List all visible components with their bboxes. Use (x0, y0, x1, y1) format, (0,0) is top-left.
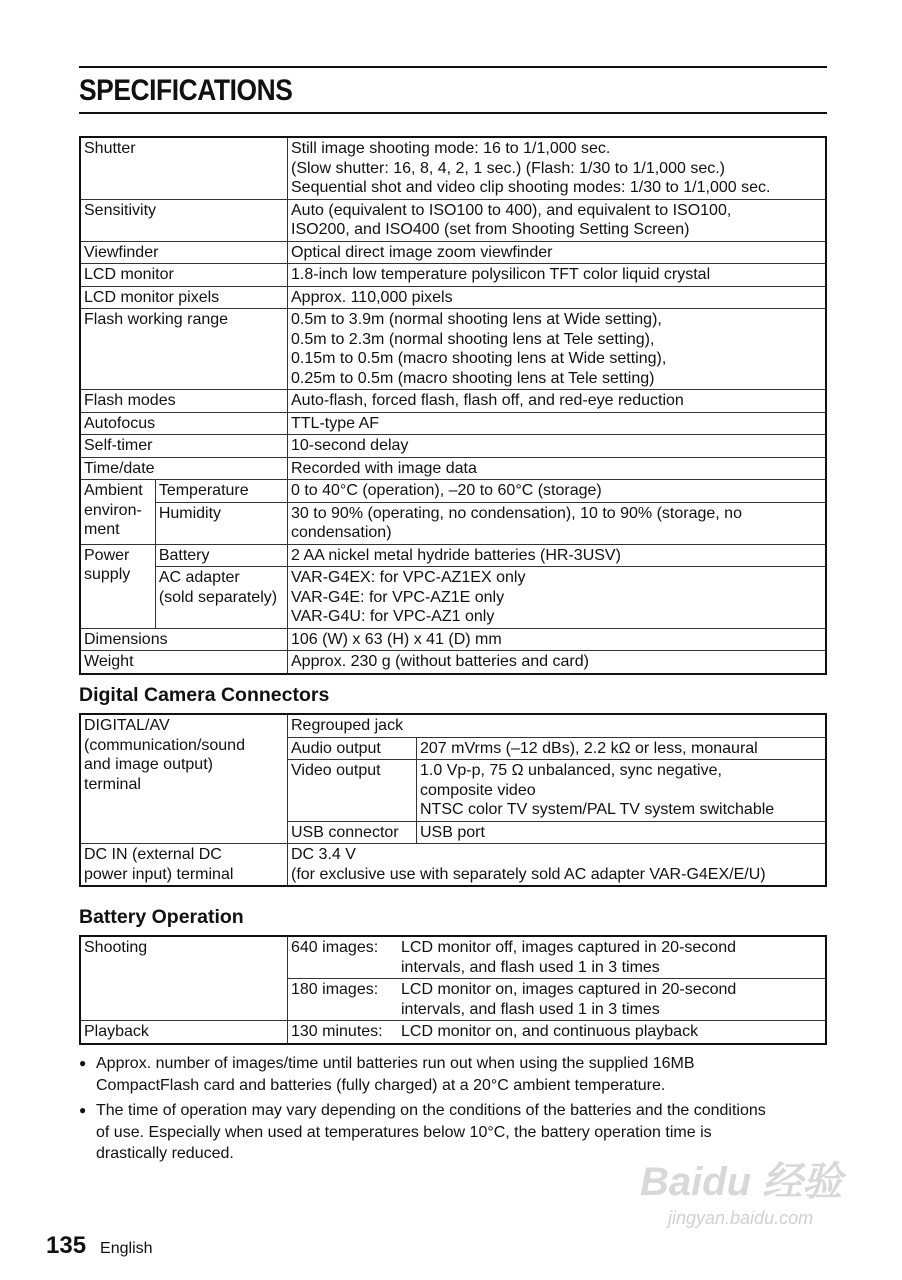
line: power input) terminal (84, 865, 234, 883)
page-title: SPECIFICATIONS (79, 74, 293, 107)
table-row (80, 435, 826, 458)
row-label: Dimensions (80, 628, 288, 651)
specifications-table (79, 136, 827, 675)
line: supply (84, 566, 131, 583)
line: Still image shooting mode: 16 to 1/1,000 sec. (291, 140, 611, 157)
page-footer (46, 1232, 153, 1260)
row-label: Weight (80, 651, 288, 674)
row-value: Approx. 110,000 pixels (288, 286, 827, 309)
table-row (80, 412, 826, 435)
table-row (80, 241, 826, 264)
row-value: 1.8-inch low temperature polysilicon TFT color liquid crystal (288, 264, 827, 287)
line: (sold separately) (158, 588, 278, 606)
watermark-logo: Baidu 经验 (640, 1160, 843, 1204)
battery-table (79, 935, 827, 1045)
row-value: 10-second delay (288, 435, 827, 458)
line: environ- (84, 501, 142, 519)
video-value (417, 760, 827, 822)
line: Auto (equivalent to ISO100 to 400), and equivalent to ISO100, (291, 201, 732, 219)
row-label: Flash working range (80, 309, 288, 390)
row-label: Self-timer (80, 435, 288, 458)
shutter-value (288, 137, 827, 199)
row-value: TTL-type AF (288, 412, 827, 435)
line: drastically reduced. (96, 1145, 234, 1162)
row-value: 207 mVrms (–12 dBs), 2.2 kΩ or less, monaural (417, 737, 827, 760)
language-label: English (100, 1240, 153, 1257)
digital-av-label (80, 714, 288, 844)
value: LCD monitor on, and continuous playback (401, 1023, 699, 1040)
count: 180 images: (291, 981, 379, 998)
line: and image output) (84, 756, 213, 773)
row-value: Auto-flash, forced flash, flash off, and red-eye reduction (288, 390, 827, 413)
table-row (80, 714, 826, 737)
row-label: LCD monitor pixels (80, 286, 288, 309)
ac-value (288, 567, 827, 629)
note (79, 1053, 824, 1096)
line: The time of operation may vary depending on the conditions of the batteries and the conditions (96, 1102, 766, 1119)
line: terminal (84, 775, 141, 793)
title-underline (79, 112, 827, 114)
line: VAR-G4U: for VPC-AZ1 only (291, 608, 495, 625)
watermark-url: jingyan.baidu.com (668, 1208, 814, 1228)
table-row (80, 567, 826, 629)
line: Approx. number of images/time until batteries run out when using the supplied 16MB (96, 1055, 695, 1072)
row-label: Video output (288, 760, 417, 822)
table-row (80, 1021, 826, 1044)
row-label: Temperature (155, 480, 287, 503)
table-row (80, 651, 826, 674)
row-label: LCD monitor (80, 264, 288, 287)
row-label: Humidity (155, 502, 287, 544)
line: ISO200, and ISO400 (set from Shooting Setting Screen) (291, 221, 690, 238)
line: condensation) (291, 524, 392, 541)
dc-in-value (288, 844, 827, 887)
line: (Slow shutter: 16, 8, 4, 2, 1 sec.) (Flash: 1/30 to 1/1,000 sec.) (291, 159, 725, 177)
line: 0.5m to 2.3m (normal shooting lens at Tele setting), (291, 330, 655, 348)
bullet-icon: ● (79, 1056, 87, 1070)
row-label: Sensitivity (80, 199, 288, 241)
line: of use. Especially when used at temperatures below 10°C, the battery operation time is (96, 1123, 712, 1141)
line: DIGITAL/AV (84, 717, 170, 734)
table-row (80, 390, 826, 413)
battery-heading: Battery Operation (79, 906, 244, 928)
row-label: Flash modes (80, 390, 288, 413)
ambient-label (80, 480, 155, 545)
table-row (80, 628, 826, 651)
top-rule (79, 66, 827, 68)
line: LCD monitor off, images captured in 20-second (401, 939, 736, 956)
line: 0.15m to 0.5m (macro shooting lens at Wide setting), (291, 350, 667, 367)
row-label: Time/date (80, 457, 288, 480)
row-label: USB connector (288, 821, 417, 844)
row-label: Autofocus (80, 412, 288, 435)
line: LCD monitor on, images captured in 20-second (401, 981, 737, 998)
bullet-icon: ● (79, 1103, 87, 1117)
row-label: Playback (80, 1021, 288, 1044)
line: Sequential shot and video clip shooting modes: 1/30 to 1/1,000 sec. (291, 179, 771, 196)
table-row (80, 544, 826, 567)
line: 30 to 90% (operating, no condensation), 10 to 90% (storage, no (291, 504, 742, 522)
row-value: Approx. 230 g (without batteries and card) (288, 651, 827, 674)
count: 130 minutes: (291, 1023, 383, 1040)
count: 640 images: (291, 939, 379, 956)
table-row (80, 936, 826, 979)
row-label: Shutter (80, 137, 288, 199)
row-value: 2 AA nickel metal hydride batteries (HR-3USV) (288, 544, 827, 567)
table-row (80, 480, 826, 503)
table-row (80, 502, 826, 544)
table-row (80, 264, 826, 287)
line: CompactFlash card and batteries (fully charged) at a 20°C ambient temperature. (96, 1076, 666, 1094)
table-row (80, 457, 826, 480)
table-row (80, 309, 826, 390)
connectors-heading: Digital Camera Connectors (79, 684, 330, 706)
line: ment (84, 521, 120, 538)
sensitivity-value (288, 199, 827, 241)
line: (for exclusive use with separately sold AC adapter VAR-G4EX/E/U) (291, 865, 766, 883)
row-value: USB port (417, 821, 827, 844)
row-label: Viewfinder (80, 241, 288, 264)
line: VAR-G4EX: for VPC-AZ1EX only (291, 569, 526, 586)
line: DC IN (external DC (84, 846, 222, 863)
power-label (80, 544, 155, 628)
row-label: Audio output (288, 737, 417, 760)
line: (communication/sound (84, 736, 245, 754)
line: Power (84, 546, 130, 564)
dc-in-label (80, 844, 288, 887)
line: 1.0 Vp-p, 75 Ω unbalanced, sync negative, (420, 762, 722, 779)
line: AC adapter (158, 569, 240, 586)
line: 0.5m to 3.9m (normal shooting lens at Wide setting), (291, 311, 662, 328)
line: composite video (420, 781, 536, 799)
humidity-value (288, 502, 827, 544)
row-value (288, 979, 827, 1021)
line: intervals, and flash used 1 in 3 times (401, 1000, 660, 1018)
row-value (288, 1021, 827, 1044)
table-row (80, 286, 826, 309)
row-value: 0 to 40°C (operation), –20 to 60°C (storage) (288, 480, 827, 503)
row-value: Recorded with image data (288, 457, 827, 480)
line: 0.25m to 0.5m (macro shooting lens at Tele setting) (291, 369, 655, 387)
row-value (288, 936, 827, 979)
row-label: Battery (155, 544, 287, 567)
line: DC 3.4 V (291, 846, 356, 863)
table-row (80, 844, 826, 887)
row-value: Optical direct image zoom viewfinder (288, 241, 827, 264)
row-value: Regrouped jack (288, 714, 827, 737)
table-row (80, 199, 826, 241)
connectors-table (79, 713, 827, 887)
line: VAR-G4E: for VPC-AZ1E only (291, 588, 505, 606)
line: intervals, and flash used 1 in 3 times (401, 958, 660, 976)
line: NTSC color TV system/PAL TV system switchable (420, 801, 775, 818)
ac-label (155, 567, 287, 629)
table-row (80, 137, 826, 199)
row-label: Shooting (80, 936, 288, 1021)
line: Ambient (84, 482, 143, 499)
page-number: 135 (46, 1232, 87, 1259)
flash-range-value (288, 309, 827, 390)
row-value: 106 (W) x 63 (H) x 41 (D) mm (288, 628, 827, 651)
